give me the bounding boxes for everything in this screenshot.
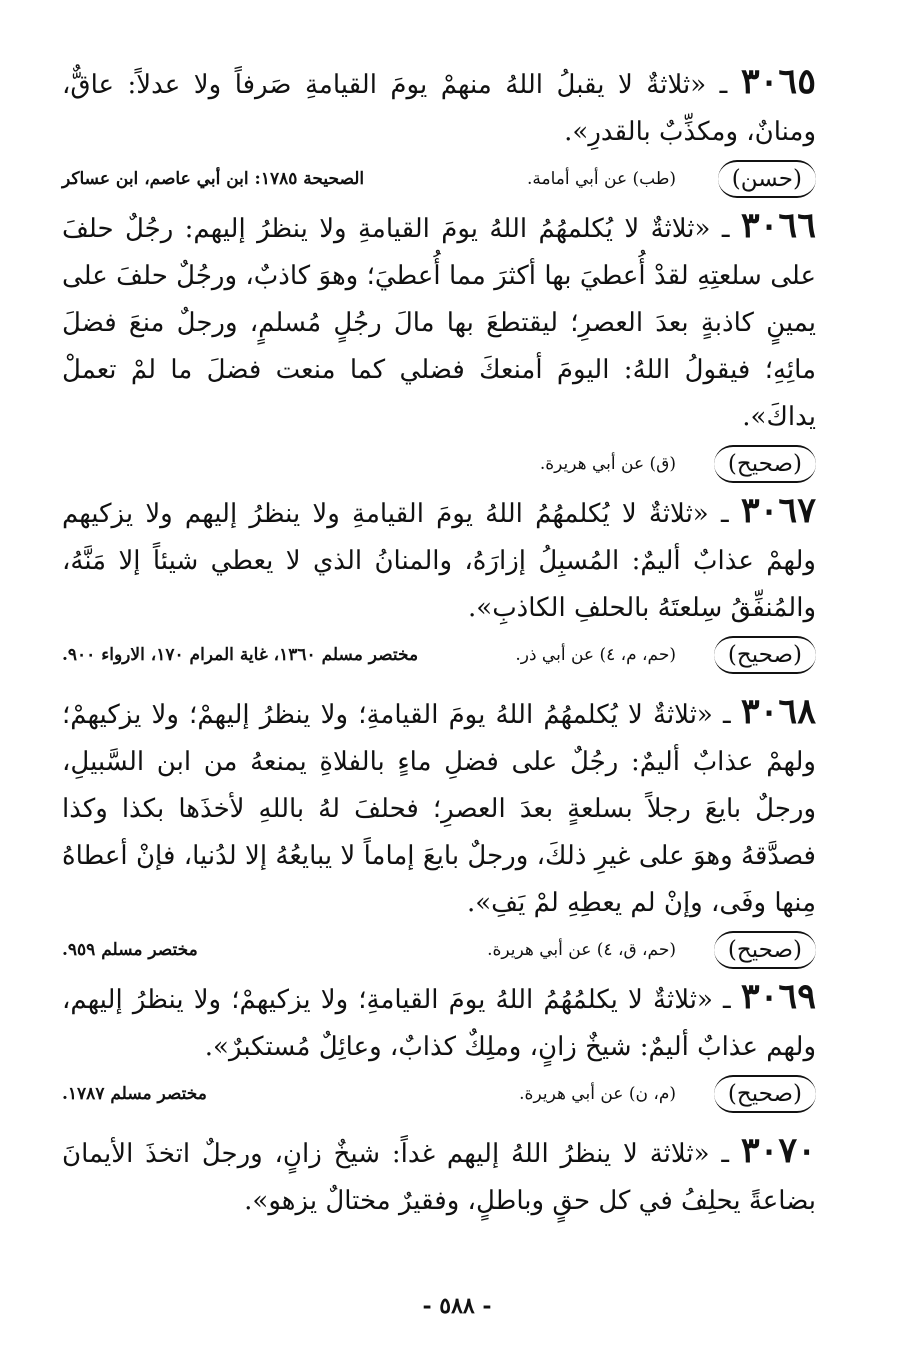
- hadith-number: ٣٠٦٩: [740, 976, 817, 1017]
- hadith-entry: [62, 1127, 816, 1225]
- page-number: - ٥٨٨ -: [422, 1293, 492, 1319]
- hadith-entry: [62, 487, 816, 678]
- hadith-meta: [62, 156, 816, 202]
- source-label: (م، ن) عن أبي هريرة.: [519, 1084, 676, 1104]
- reference-label: الصحيحة ١٧٨٥: ابن أبي عاصم، ابن عساكر: [62, 169, 365, 189]
- hadith-text: ٣٠٦٨ ـ «ثلاثةٌ لا يُكلمهُمُ اللهُ يومَ القيامةِ؛ ولا ينظرُ إليهمْ؛ ولا يزكيهمْ؛ ولهمْ عذابٌ أليمٌ: رجُلٌ على فضلِ ماءٍ بالفلاةِ يمنعهُ من ابن السَّبيلِ، ورجلٌ بايعَ رجلاً بسلعةٍ بعدَ العصرِ؛ فحلفَ لهُ باللهِ لأخذَها بكذا وكذا فصدَّقهُ وهوَ على غيرِ ذلكَ، ورجلٌ بايعَ إماماً لا يبايعُهُ إلا لدُنيا، فإنْ أعطاهُ مِنها وفَى، وإنْ لم يعطِهِ لمْ يَفِ».: [62, 691, 817, 918]
- hadith-meta: [62, 441, 816, 487]
- hadith-entry: [62, 202, 816, 487]
- reference-label: مختصر مسلم ١٧٨٧.: [62, 1084, 207, 1104]
- source-label: (حم، ق، ٤) عن أبي هريرة.: [487, 940, 676, 960]
- hadith-number: ٣٠٦٧: [740, 490, 817, 531]
- hadith-number: ٣٠٦٥: [740, 61, 817, 102]
- hadith-text: ٣٠٦٦ ـ «ثلاثةٌ لا يُكلمهُمُ اللهُ يومَ القيامةِ ولا ينظرُ إليهم: رجُلٌ حلفَ على سلعتِهِ لقدْ أُعطيَ بها أكثرَ مما أُعطيَ؛ وهوَ كاذبٌ، ورجُلٌ حلفَ على يمينٍ كاذبةٍ بعدَ العصرِ؛ ليقتطعَ بها مالَ رجُلٍ مُسلمٍ، ورجلٌ منعَ فضلَ مائِهِ؛ فيقولُ اللهُ: اليومَ أمنعكَ فضلي كما منعت فضلَ ما لمْ تعملْ يداكَ».: [62, 205, 817, 432]
- source-label: (طب) عن أبي أمامة.: [526, 169, 676, 189]
- hadith-body: «ثلاثة لا ينظرُ اللهُ إليهم غداً: شيخٌ زانٍ، ورجلٌ اتخذَ الأيمانَ بضاعةً يحلِفُ في كل حقٍ وباطلٍ، وفقيرٌ مختالٌ يزهو».: [62, 1139, 816, 1216]
- hadith-body: «ثلاثةٌ لا يكلمُهُمُ اللهُ يومَ القيامةِ؛ ولا يزكيهمْ؛ ولا ينظرُ إليهم، ولهم عذابٌ أليمٌ: شيخٌ زانٍ، وملِكٌ كذابٌ، وعائِلٌ مُستكبرٌ».: [62, 985, 816, 1062]
- hadith-body: «ثلاثةٌ لا يُكلمهُمُ اللهُ يومَ القيامةِ ولا ينظرُ إليهم ولا يزكيهم ولهمْ عذابٌ أليمٌ: المُسبِلُ إزارَهُ، والمنانُ الذي لا يعطي شيئاً إلا مَنَّهُ، والمُنفِّقُ سِلعتَهُ بالحلفِ الكاذبِ».: [62, 499, 816, 623]
- hadith-text: ٣٠٦٩ ـ «ثلاثةٌ لا يكلمُهُمُ اللهُ يومَ القيامةِ؛ ولا يزكيهمْ؛ ولا ينظرُ إليهم، ولهم عذابٌ أليمٌ: شيخٌ زانٍ، وملِكٌ كذابٌ، وعائِلٌ مُستكبرٌ».: [62, 976, 817, 1062]
- hadith-body: «ثلاثةٌ لا يقبلُ اللهُ منهمْ يومَ القيامةِ صَرفاً ولا عدلاً: عاقٌّ، ومنانٌ، ومكذِّبٌ بالقدرِ».: [62, 70, 816, 147]
- source-label: (ق) عن أبي هريرة.: [539, 454, 676, 474]
- grade-label: (صحيح): [714, 931, 816, 969]
- grade-label: (حسن): [718, 160, 816, 198]
- hadith-entry: [62, 973, 816, 1117]
- grade-label: (صحيح): [714, 1075, 816, 1113]
- hadith-text: ٣٠٦٧ ـ «ثلاثةٌ لا يُكلمهُمُ اللهُ يومَ القيامةِ ولا ينظرُ إليهم ولا يزكيهم ولهمْ عذابٌ أليمٌ: المُسبِلُ إزارَهُ، والمنانُ الذي لا يعطي شيئاً إلا مَنَّهُ، والمُنفِّقُ سِلعتَهُ بالحلفِ الكاذبِ».: [62, 490, 817, 623]
- hadith-number: ٣٠٦٨: [740, 691, 817, 732]
- source-label: (حم، م، ٤) عن أبي ذر.: [515, 645, 676, 665]
- grade-label: (صحيح): [714, 636, 816, 674]
- hadith-text: ٣٠٦٥ ـ «ثلاثةٌ لا يقبلُ اللهُ منهمْ يومَ القيامةِ صَرفاً ولا عدلاً: عاقٌّ، ومنانٌ، ومكذِّبٌ بالقدرِ».: [62, 61, 817, 147]
- hadith-meta: [62, 632, 816, 678]
- hadith-entry: [62, 58, 816, 202]
- hadith-meta: [62, 927, 816, 973]
- hadith-number: ٣٠٦٦: [740, 205, 817, 246]
- hadith-entry: [62, 688, 816, 973]
- reference-label: مختصر مسلم ٩٥٩.: [62, 940, 198, 960]
- grade-label: (صحيح): [714, 445, 816, 483]
- hadith-body: «ثلاثةٌ لا يُكلمهُمُ اللهُ يومَ القيامةِ؛ ولا ينظرُ إليهمْ؛ ولا يزكيهمْ؛ ولهمْ عذابٌ أليمٌ: رجُلٌ على فضلِ ماءٍ بالفلاةِ يمنعهُ من ابن السَّبيلِ، ورجلٌ بايعَ رجلاً بسلعةٍ بعدَ العصرِ؛ فحلفَ لهُ باللهِ لأخذَها بكذا وكذا فصدَّقهُ وهوَ على غيرِ ذلكَ، ورجلٌ بايعَ إماماً لا يبايعُهُ إلا لدُنيا، فإنْ أعطاهُ مِنها وفَى، وإنْ لم يعطِهِ لمْ يَفِ».: [62, 700, 816, 918]
- reference-label: مختصر مسلم ١٣٦٠، غاية المرام ١٧٠، الارواء ٩٠٠.: [62, 645, 419, 665]
- hadith-number: ٣٠٧٠: [740, 1130, 817, 1171]
- hadith-text: ٣٠٧٠ ـ «ثلاثة لا ينظرُ اللهُ إليهم غداً: شيخٌ زانٍ، ورجلٌ اتخذَ الأيمانَ بضاعةً يحلِفُ في كل حقٍ وباطلٍ، وفقيرٌ مختالٌ يزهو».: [62, 1130, 817, 1216]
- hadith-body: «ثلاثةٌ لا يُكلمهُمُ اللهُ يومَ القيامةِ ولا ينظرُ إليهم: رجُلٌ حلفَ على سلعتِهِ لقدْ أُعطيَ بها أكثرَ مما أُعطيَ؛ وهوَ كاذبٌ، ورجُلٌ حلفَ على يمينٍ كاذبةٍ بعدَ العصرِ؛ ليقتطعَ بها مالَ رجُلٍ مُسلمٍ، ورجلٌ منعَ فضلَ مائِهِ؛ فيقولُ اللهُ: اليومَ أمنعكَ فضلي كما منعت فضلَ ما لمْ تعملْ يداكَ».: [62, 214, 816, 432]
- hadith-meta: [62, 1071, 816, 1117]
